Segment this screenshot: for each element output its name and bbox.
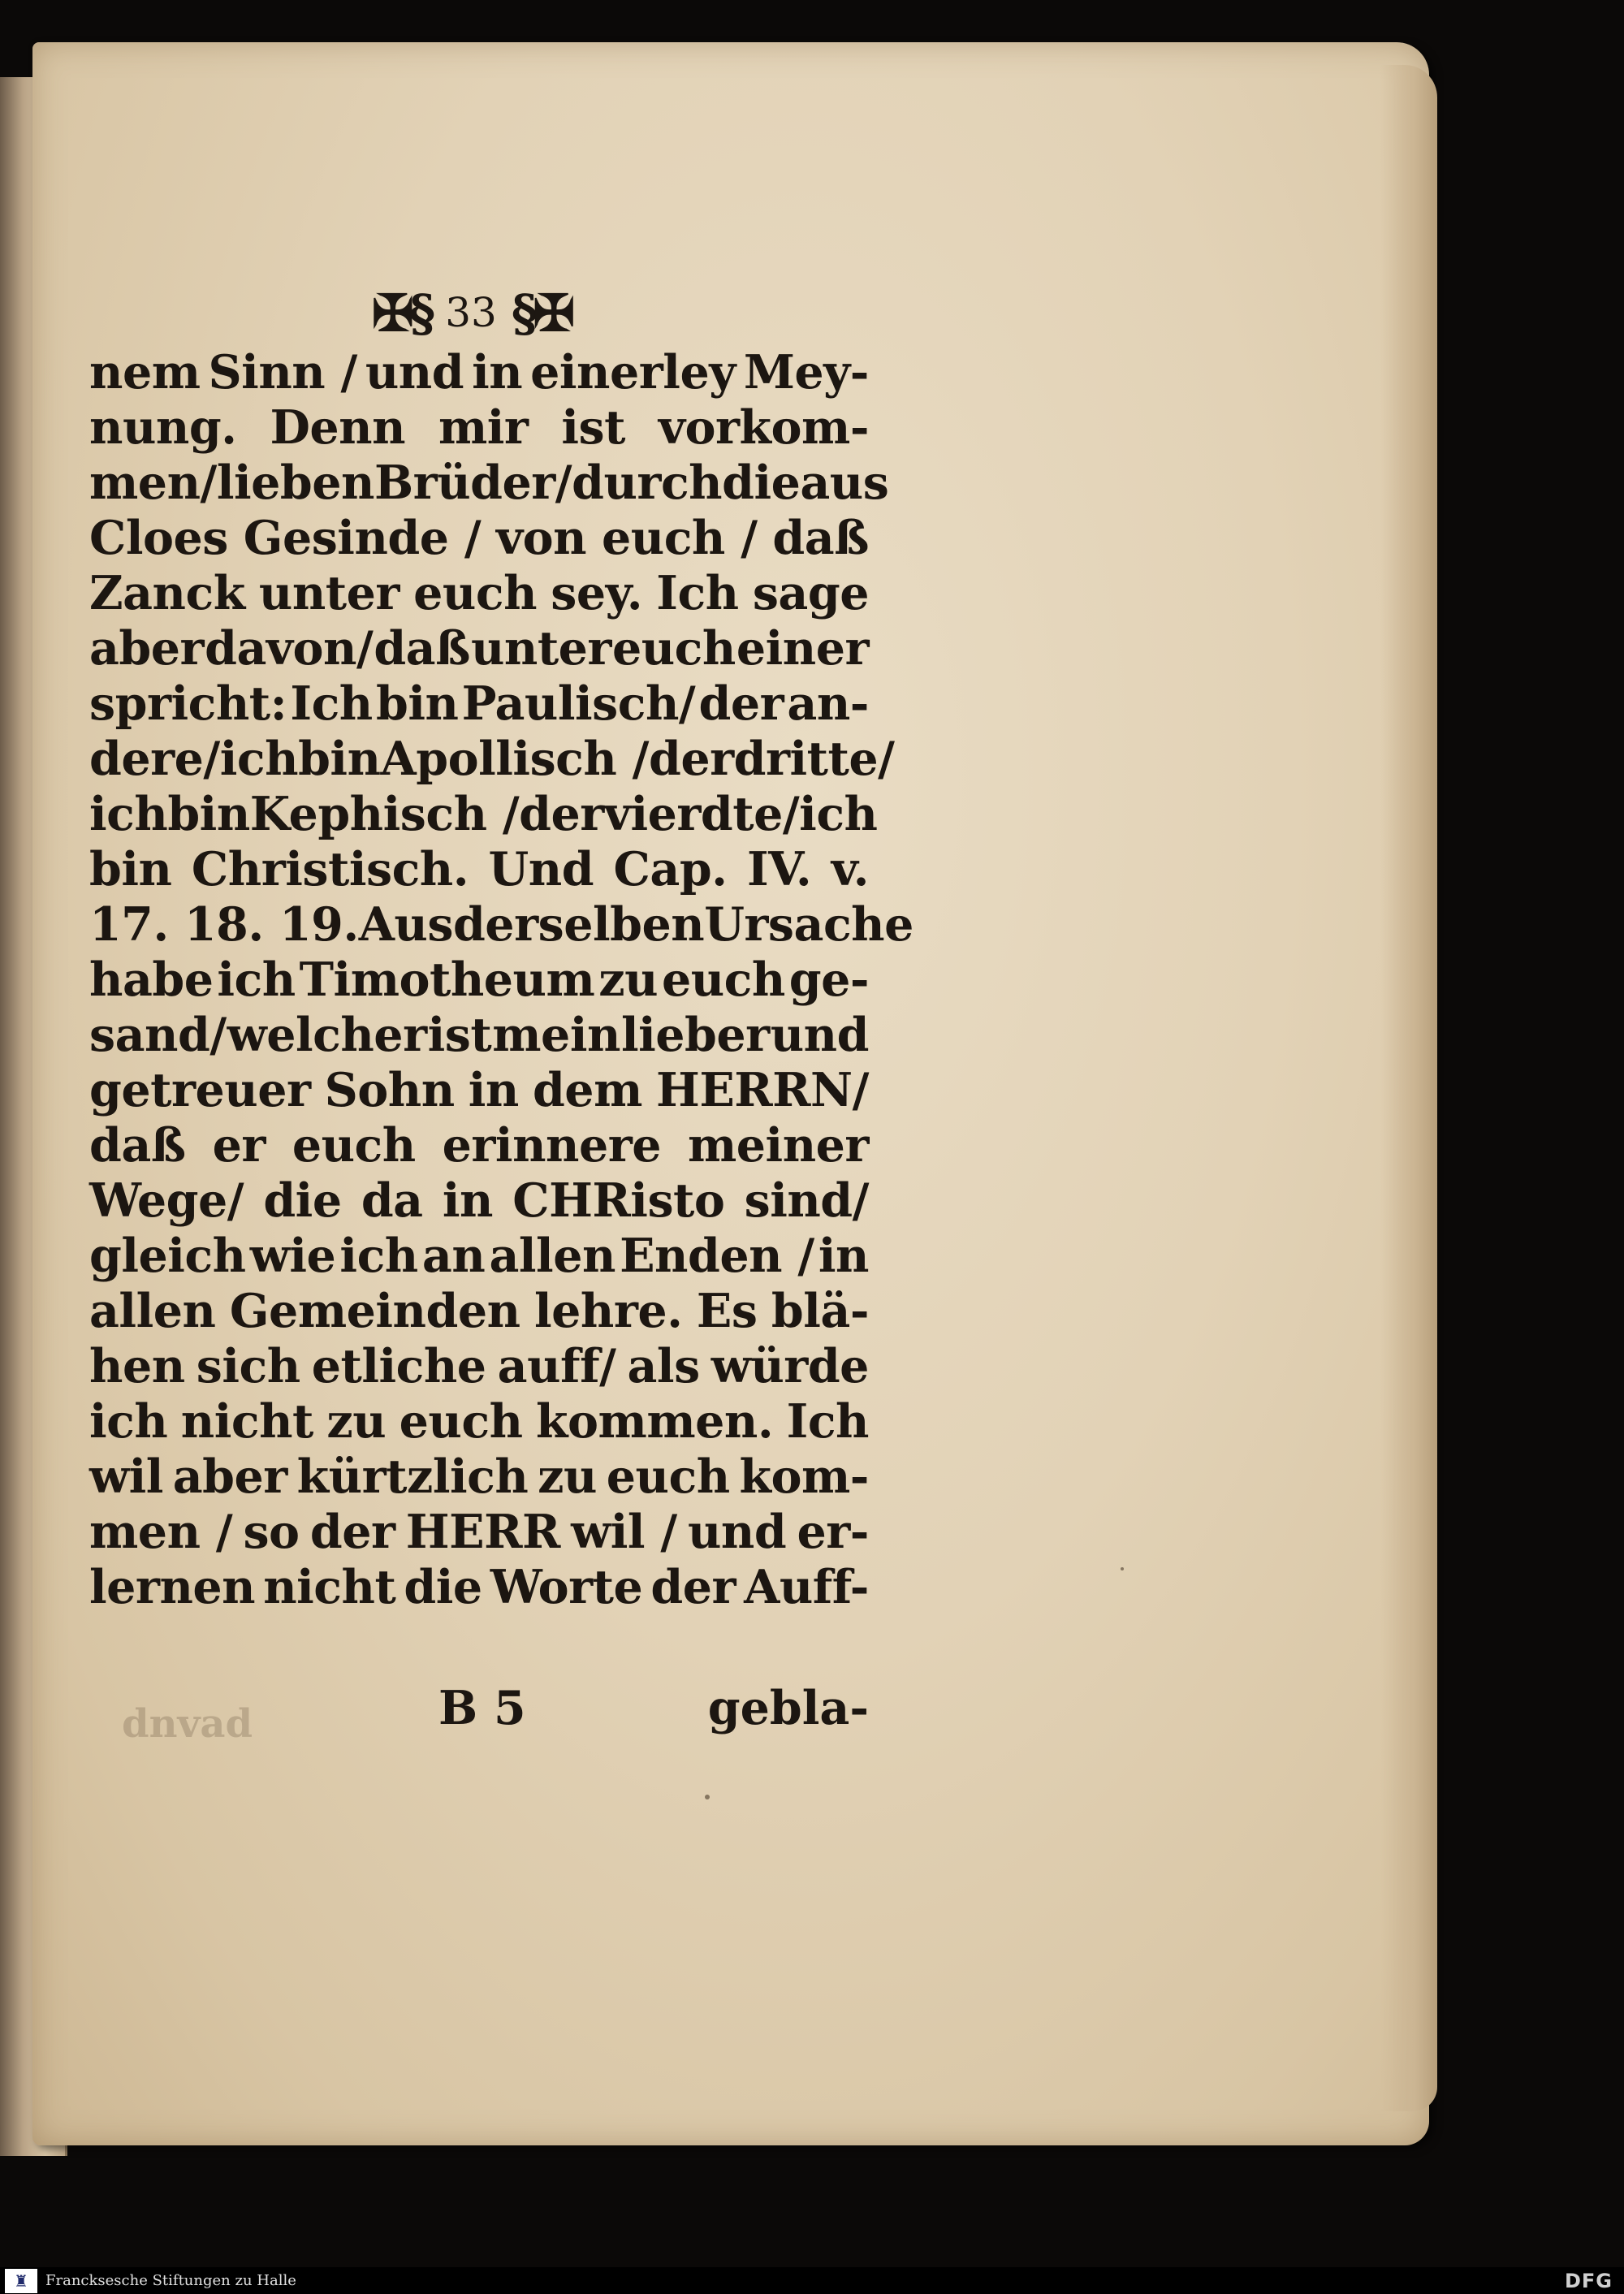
viewer-footer-bar <box>0 2267 1624 2294</box>
word: Aus <box>358 897 453 952</box>
word: lernen <box>89 1560 256 1614</box>
word: von <box>496 511 587 565</box>
word: dem <box>532 1063 642 1117</box>
word: dritte/ <box>733 732 895 786</box>
word: unter <box>470 621 611 676</box>
word: Ursache <box>704 897 914 952</box>
word: Christisch. <box>191 842 469 896</box>
word: spricht: <box>89 676 287 731</box>
text-line <box>89 400 869 456</box>
word: kom- <box>739 1449 869 1504</box>
word: dere/ <box>89 732 220 786</box>
word: Worte <box>490 1560 643 1614</box>
word: der <box>698 676 784 731</box>
word: lehre. <box>533 1284 683 1338</box>
word: Und <box>488 842 594 896</box>
signature-mark: B 5 <box>438 1681 526 1735</box>
word: ich <box>219 732 299 786</box>
word: habe <box>89 953 214 1007</box>
ink-speck <box>705 1795 710 1799</box>
word: vorkom- <box>658 400 869 455</box>
word: die <box>263 1173 342 1228</box>
word: euch <box>611 621 736 676</box>
institution-credit <box>0 2269 296 2293</box>
text-line <box>89 897 914 953</box>
text-line <box>89 1173 869 1229</box>
word: euch <box>399 1394 523 1449</box>
word: euch / <box>602 511 758 565</box>
text-line <box>89 953 869 1008</box>
word: derselben <box>452 897 705 952</box>
word: bin <box>167 787 250 841</box>
text-line <box>89 1118 869 1173</box>
page-edge <box>1380 65 1437 2111</box>
word: Gesinde / <box>243 511 482 565</box>
word: men / <box>89 1505 233 1559</box>
word: HERRN/ <box>655 1063 869 1117</box>
word: daß <box>89 1118 186 1173</box>
word: als <box>627 1339 700 1393</box>
word: da <box>361 1173 423 1228</box>
text-line <box>89 1229 869 1284</box>
word: Sohn <box>324 1063 455 1117</box>
word: Ich <box>786 1394 869 1449</box>
text-line <box>89 732 895 787</box>
word: Zanck <box>89 566 245 620</box>
bleed-through-text: dnvad <box>122 1701 253 1747</box>
word: und <box>687 1505 787 1559</box>
page-footer <box>89 1681 869 1738</box>
word: wil / <box>571 1505 677 1559</box>
word: Ich <box>290 676 373 731</box>
text-line <box>89 1394 869 1449</box>
word: Gemeinden <box>229 1284 520 1338</box>
word: in <box>472 345 523 400</box>
text-line <box>89 511 869 566</box>
word: nicht <box>180 1394 313 1449</box>
word: sand/ <box>89 1008 227 1062</box>
word: kürtzlich <box>296 1449 529 1504</box>
text-line <box>89 566 869 621</box>
word: nicht <box>263 1560 396 1614</box>
word: an- <box>787 676 869 731</box>
word: zu <box>326 1394 387 1449</box>
text-line <box>89 1505 869 1560</box>
catchword: gebla- <box>707 1681 869 1735</box>
word: Sinn / <box>208 345 357 400</box>
word: kommen. <box>536 1394 774 1449</box>
word: einerley <box>530 345 736 400</box>
word: allen <box>489 1229 615 1283</box>
text-line <box>89 456 889 511</box>
word: sage <box>752 566 869 620</box>
word: gleich <box>89 1229 246 1283</box>
word: der <box>650 1560 736 1614</box>
word: meiner <box>687 1118 869 1173</box>
word: aber <box>172 1449 287 1504</box>
word: er <box>212 1118 266 1173</box>
word: Brüder/ <box>374 456 572 510</box>
word: nung. <box>89 400 237 455</box>
word: nem <box>89 345 201 400</box>
word: euch <box>413 566 538 620</box>
word: allen <box>89 1284 216 1338</box>
word: welcher <box>227 1008 427 1062</box>
word: Wege/ <box>89 1173 244 1228</box>
word: Enden / <box>620 1229 814 1283</box>
word: so <box>243 1505 300 1559</box>
word: euch <box>292 1118 416 1173</box>
word: die <box>404 1560 482 1614</box>
word: bin <box>89 842 172 896</box>
word: IV. <box>747 842 812 896</box>
institution-name: Francksesche Stiftungen zu Halle <box>45 2272 296 2289</box>
word: mir <box>438 400 529 455</box>
word: ich <box>217 953 296 1007</box>
word: erinnere <box>442 1118 662 1173</box>
word: Timotheum <box>299 953 595 1007</box>
word: wil <box>89 1449 163 1504</box>
word: die <box>722 456 801 510</box>
word: v. <box>831 842 869 896</box>
text-line <box>89 1008 869 1063</box>
text-line <box>89 621 869 676</box>
word: ist <box>427 1008 492 1062</box>
word: Paulisch/ <box>461 676 696 731</box>
word: ist <box>561 400 625 455</box>
word: und <box>365 345 464 400</box>
word: sich <box>196 1339 300 1393</box>
word: men/ <box>89 456 217 510</box>
word: Denn <box>270 400 406 455</box>
word: Es <box>696 1284 758 1338</box>
word: Mey- <box>743 345 869 400</box>
word: er- <box>797 1505 869 1559</box>
word: durch <box>572 456 723 510</box>
word: ich <box>339 1229 418 1283</box>
text-line <box>89 1284 869 1339</box>
word: zu <box>598 953 659 1007</box>
word: bin <box>298 732 381 786</box>
word: in <box>442 1173 493 1228</box>
word: getreuer <box>89 1063 311 1117</box>
word: Cloes <box>89 511 228 565</box>
word: 17. 18. 19. <box>89 897 359 952</box>
text-line <box>89 1449 869 1505</box>
text-line <box>89 1560 869 1615</box>
word: würde <box>710 1339 869 1393</box>
text-line <box>89 1063 869 1118</box>
word: Kephisch / <box>249 787 520 841</box>
ink-speck <box>1121 1567 1124 1570</box>
word: zu <box>538 1449 597 1504</box>
word: auff/ <box>497 1339 616 1393</box>
word: euch <box>661 953 785 1007</box>
word: Auff- <box>744 1560 869 1614</box>
word: wie <box>249 1229 336 1283</box>
ornament-left: ✠§ <box>371 283 431 343</box>
word: CHRisto <box>512 1173 725 1228</box>
page-number: 33 <box>445 289 497 336</box>
word: aber <box>89 621 205 676</box>
word: der <box>309 1505 395 1559</box>
text-line <box>89 842 869 897</box>
word: Ich <box>656 566 739 620</box>
word: sey. <box>551 566 643 620</box>
word: lieber <box>620 1008 770 1062</box>
word: ich <box>89 1394 168 1449</box>
page-header <box>341 280 601 345</box>
dfg-logo: DFG <box>1564 2269 1613 2292</box>
word: in <box>468 1063 519 1117</box>
word: ge- <box>788 953 869 1007</box>
word: der <box>519 787 604 841</box>
word: Cap. <box>613 842 728 896</box>
ornament-right: §✠ <box>511 283 571 343</box>
institution-logo-icon: ♜ <box>5 2269 37 2293</box>
word: hen <box>89 1339 185 1393</box>
word: daß <box>374 621 470 676</box>
text-line <box>89 1339 869 1394</box>
word: lieben <box>216 456 374 510</box>
word: davon/ <box>205 621 374 676</box>
word: sind/ <box>744 1173 869 1228</box>
word: in <box>818 1229 869 1283</box>
word: daß <box>772 511 869 565</box>
word: vierdte/ich <box>603 787 878 841</box>
word: euch <box>606 1449 730 1504</box>
word: etliche <box>311 1339 486 1393</box>
word: Apollisch / <box>380 732 649 786</box>
text-line <box>89 676 869 732</box>
word: einer <box>736 621 869 676</box>
text-line <box>89 787 878 842</box>
word: HERR <box>405 1505 560 1559</box>
word: ich <box>89 787 168 841</box>
word: aus <box>800 456 889 510</box>
word: und <box>770 1008 869 1062</box>
word: blä- <box>771 1284 869 1338</box>
word: an <box>421 1229 486 1283</box>
text-block <box>89 345 914 1615</box>
text-line <box>89 345 869 400</box>
word: der <box>648 732 734 786</box>
word: unter <box>258 566 400 620</box>
word: bin <box>375 676 459 731</box>
word: mein <box>492 1008 620 1062</box>
